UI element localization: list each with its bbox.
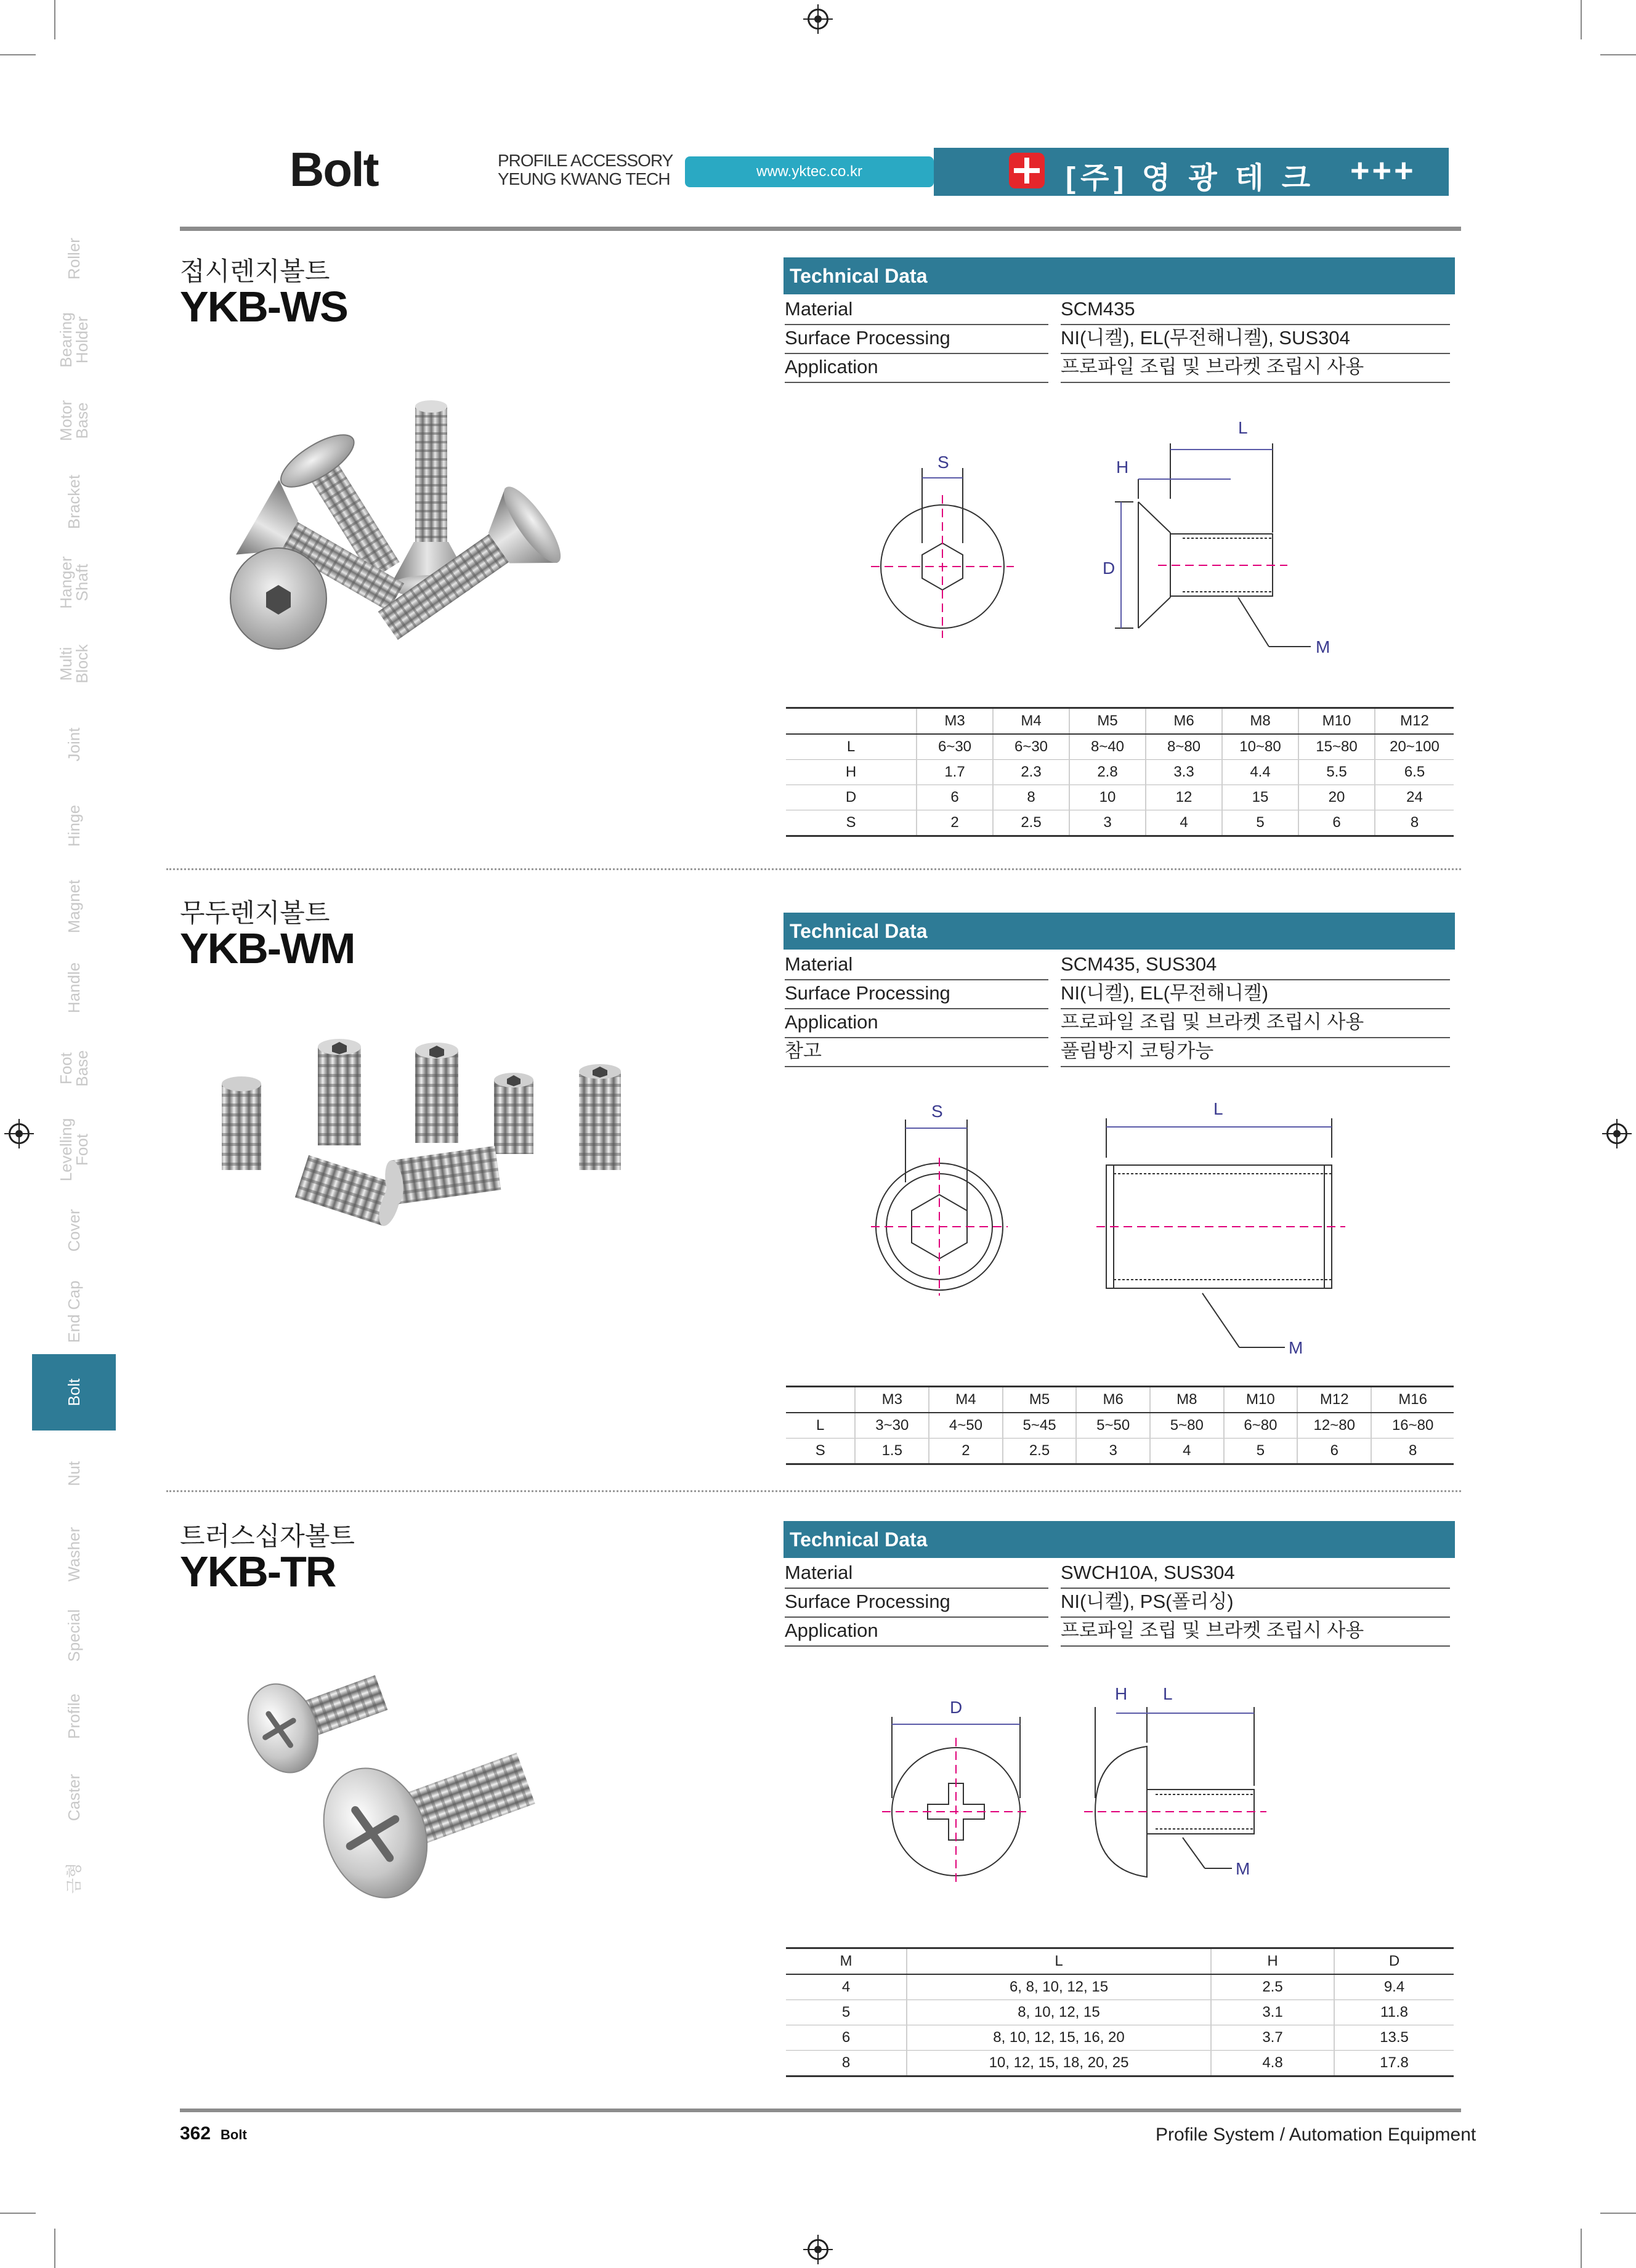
- spec-table-cell: D: [786, 785, 917, 810]
- spec-table-cell: 6~30: [917, 734, 993, 760]
- technical-data-value: SWCH10A, SUS304: [1061, 1559, 1450, 1589]
- spec-table-row: [786, 785, 1454, 810]
- spec-table-header-cell: M: [786, 1948, 907, 1975]
- spec-table-header-cell: M3: [855, 1387, 929, 1413]
- dimension-label: M: [1236, 1859, 1250, 1878]
- company-logo-icon: [1009, 153, 1045, 188]
- sidebar-item-label: Nut: [65, 1461, 83, 1486]
- spec-table-cell: 4: [1146, 810, 1222, 836]
- sidebar-item-label: Joint: [65, 727, 83, 762]
- dimension-label: H: [1116, 458, 1129, 477]
- spec-table-cell: 3.7: [1211, 2025, 1334, 2051]
- product-korean-name: 무두렌지볼트: [180, 898, 330, 927]
- sidebar-item-bracket[interactable]: [32, 464, 116, 540]
- dimension-label: L: [1213, 1099, 1223, 1118]
- sidebar-item-levelling-foot[interactable]: [32, 1112, 116, 1188]
- product-photo-countersunk-bolts: [209, 382, 591, 677]
- sidebar-item-handle[interactable]: [32, 950, 116, 1026]
- technical-data-value: 풀림방지 코팅가능: [1061, 1038, 1450, 1067]
- spec-table-cell: 1.7: [917, 760, 993, 785]
- spec-table-cell: 12~80: [1297, 1413, 1371, 1439]
- spec-table-cell: 5: [1222, 810, 1298, 836]
- technical-data-label: Surface Processing: [785, 1588, 1048, 1618]
- sidebar-item-label: Washer: [65, 1527, 83, 1582]
- spec-table-cell: L: [786, 1413, 855, 1439]
- sidebar-item-multi-block[interactable]: [32, 626, 116, 702]
- spec-table-cell: 5: [1224, 1439, 1298, 1464]
- spec-table-cell: 17.8: [1334, 2051, 1454, 2076]
- technical-data-label: Application: [785, 353, 1048, 383]
- spec-table-header-cell: M8: [1150, 1387, 1224, 1413]
- spec-table-cell: 2: [917, 810, 993, 836]
- spec-table-cell: 5~80: [1150, 1413, 1224, 1439]
- spec-table-header-row: [786, 1948, 1454, 1975]
- spec-table-header-cell: M3: [917, 708, 993, 735]
- technical-data-label: Material: [785, 951, 1048, 980]
- product-korean-name: 접시렌지볼트: [180, 257, 330, 286]
- sidebar-item-special[interactable]: [32, 1597, 116, 1674]
- spec-table: [786, 1947, 1454, 2077]
- product-korean-name: 트러스십자볼트: [180, 1522, 355, 1551]
- spec-table-header-cell: [786, 708, 917, 735]
- spec-table-header-cell: M8: [1222, 708, 1298, 735]
- sidebar-item-hanger-shaft[interactable]: [32, 544, 116, 621]
- sidebar-item-label: Bolt: [65, 1378, 83, 1406]
- footer-rule: [180, 2109, 1461, 2112]
- technical-data-value: SCM435, SUS304: [1061, 951, 1450, 980]
- technical-data-value: 프로파일 조립 및 브라켓 조립시 사용: [1061, 1009, 1450, 1038]
- spec-table-cell: 3.1: [1211, 2000, 1334, 2025]
- technical-data-label: Surface Processing: [785, 325, 1048, 354]
- sidebar-item-label: Bearing Holder: [57, 312, 91, 368]
- spec-table-row: [786, 760, 1454, 785]
- sidebar-item-label: Levelling Foot: [57, 1118, 91, 1181]
- spec-table-cell: 4: [786, 1974, 907, 2000]
- registration-mark-icon: [808, 9, 828, 30]
- spec-table-cell: 10, 12, 15, 18, 20, 25: [907, 2051, 1211, 2076]
- technical-data-label: Material: [785, 1559, 1048, 1589]
- technical-data-value: 프로파일 조립 및 브라켓 조립시 사용: [1061, 353, 1450, 383]
- dimension-label: D: [1103, 559, 1116, 578]
- sidebar-item-nut[interactable]: [32, 1435, 116, 1512]
- spec-table-cell: 8~40: [1069, 734, 1146, 760]
- header-bar-notch: [1449, 148, 1461, 196]
- sidebar-item-foot-base[interactable]: [32, 1030, 116, 1107]
- technical-data-row: [785, 1617, 1455, 1646]
- sidebar-item-label: Caster: [65, 1774, 83, 1821]
- spec-table-cell: 4.8: [1211, 2051, 1334, 2076]
- spec-table-cell: 5~50: [1076, 1413, 1150, 1439]
- technical-data-row: [785, 1559, 1455, 1588]
- spec-table-header-cell: M10: [1224, 1387, 1298, 1413]
- product-code: YKB-WM: [180, 924, 355, 972]
- spec-table-cell: 3: [1069, 810, 1146, 836]
- crop-mark: [54, 0, 55, 39]
- spec-table-header-cell: D: [1334, 1948, 1454, 1975]
- spec-table-cell: 3.3: [1146, 760, 1222, 785]
- spec-table-header-cell: M12: [1375, 708, 1454, 735]
- set-screw: [222, 1076, 261, 1170]
- spec-table-header-row: [786, 1387, 1454, 1413]
- sidebar-item-bolt[interactable]: [32, 1354, 116, 1431]
- footer-right-text: Profile System / Automation Equipment: [1156, 2125, 1476, 2145]
- header-subtitle-line1: PROFILE ACCESSORY: [498, 151, 673, 170]
- sidebar-item-label: End Cap: [65, 1280, 83, 1343]
- technical-data-header: Technical Data: [784, 1521, 1455, 1558]
- spec-table-cell: 8: [993, 785, 1069, 810]
- spec-table-cell: 3: [1076, 1439, 1150, 1464]
- header-rule: [180, 227, 1461, 231]
- spec-table-cell: 6~80: [1224, 1413, 1298, 1439]
- product-code: YKB-WS: [180, 283, 347, 331]
- sidebar-item-profile[interactable]: [32, 1678, 116, 1754]
- technical-data-label: Material: [785, 296, 1048, 325]
- page-title: Bolt: [290, 142, 378, 196]
- spec-table-cell: 6: [786, 2025, 907, 2051]
- technical-data-table: [785, 296, 1455, 394]
- crop-mark: [0, 54, 36, 55]
- technical-data-row: [785, 353, 1455, 382]
- spec-table: [786, 707, 1454, 837]
- dimension-label: M: [1289, 1338, 1303, 1357]
- technical-data-row: [785, 980, 1455, 1009]
- sidebar-item-roller[interactable]: [32, 220, 116, 297]
- sidebar-item-caster[interactable]: [32, 1759, 116, 1836]
- spec-table-cell: 8: [1375, 810, 1454, 836]
- spec-table-cell: 11.8: [1334, 2000, 1454, 2025]
- sidebar-item-cover[interactable]: [32, 1192, 116, 1269]
- spec-table-row: [786, 1974, 1454, 2000]
- sidebar-item-label: Special: [65, 1608, 83, 1662]
- spec-table-cell: 10~80: [1222, 734, 1298, 760]
- spec-table-cell: 10: [1069, 785, 1146, 810]
- spec-table-cell: 20~100: [1375, 734, 1454, 760]
- technical-data-row: [785, 296, 1455, 325]
- footer-section-label: Bolt: [221, 2127, 247, 2142]
- technical-data-value: NI(니켈), PS(폴리싱): [1061, 1588, 1450, 1618]
- spec-table-cell: 2: [929, 1439, 1003, 1464]
- spec-table-cell: 5: [786, 2000, 907, 2025]
- registration-mark-icon: [808, 2239, 828, 2260]
- technical-data-value: NI(니켈), EL(무전해니켈): [1061, 980, 1450, 1009]
- registration-mark-icon: [1606, 1123, 1627, 1144]
- spec-table-cell: 20: [1298, 785, 1375, 810]
- spec-table-cell: 8, 10, 12, 15, 16, 20: [907, 2025, 1211, 2051]
- sidebar-item-label: Hanger Shaft: [57, 556, 91, 609]
- spec-table-row: [786, 2051, 1454, 2076]
- sidebar-item-금형[interactable]: [32, 1840, 116, 1916]
- sidebar-item-label: Multi Block: [57, 644, 91, 684]
- spec-table-cell: 6~30: [993, 734, 1069, 760]
- spec-table-cell: 8, 10, 12, 15: [907, 2000, 1211, 2025]
- technical-data-label: Surface Processing: [785, 980, 1048, 1009]
- dimension-label: H: [1115, 1684, 1128, 1703]
- spec-table-cell: 8~80: [1146, 734, 1222, 760]
- sidebar-item-label: Bracket: [65, 474, 83, 529]
- sidebar-item-washer[interactable]: [32, 1516, 116, 1592]
- spec-table-header-cell: M10: [1298, 708, 1375, 735]
- spec-table-header-cell: [786, 1387, 855, 1413]
- sidebar-item-label: Handle: [65, 962, 83, 1013]
- spec-table-header-cell: M6: [1076, 1387, 1150, 1413]
- spec-table-header-cell: M5: [1003, 1387, 1077, 1413]
- spec-table-row: [786, 2025, 1454, 2051]
- spec-table-header-cell: M6: [1146, 708, 1222, 735]
- crop-mark: [1600, 2213, 1636, 2214]
- page-number: 362: [180, 2123, 211, 2144]
- technical-data-value: NI(니켈), EL(무전해니켈), SUS304: [1061, 325, 1450, 354]
- spec-table-cell: 4: [1150, 1439, 1224, 1464]
- spec-table-header-cell: M5: [1069, 708, 1146, 735]
- crop-mark: [1581, 2229, 1582, 2268]
- technical-data-row: [785, 1038, 1455, 1067]
- product-photo-truss-bolts: [209, 1663, 554, 1909]
- technical-data-value: 프로파일 조립 및 브라켓 조립시 사용: [1061, 1617, 1450, 1647]
- spec-table-cell: 8: [1371, 1439, 1454, 1464]
- technical-data-label: Application: [785, 1009, 1048, 1038]
- sidebar-item-motor-base[interactable]: [32, 382, 116, 459]
- technical-data-label: Application: [785, 1617, 1048, 1647]
- technical-data-row: [785, 1588, 1455, 1617]
- spec-table-cell: 15: [1222, 785, 1298, 810]
- technical-data-header: Technical Data: [784, 913, 1455, 950]
- technical-data-table: [785, 1559, 1455, 1658]
- dimension-label: D: [950, 1698, 963, 1717]
- spec-table-cell: 6, 8, 10, 12, 15: [907, 1974, 1211, 2000]
- crop-mark: [0, 2213, 36, 2214]
- spec-table-cell: 4~50: [929, 1413, 1003, 1439]
- spec-table-cell: 8: [786, 2051, 907, 2076]
- spec-table-header-cell: L: [907, 1948, 1211, 1975]
- spec-table-header-row: [786, 708, 1454, 735]
- crop-mark: [54, 2229, 55, 2268]
- technical-data-row: [785, 1009, 1455, 1038]
- technical-data-row: [785, 951, 1455, 980]
- sidebar-item-label: Motor Base: [57, 400, 91, 442]
- spec-table-cell: 1.5: [855, 1439, 929, 1464]
- spec-table-header-cell: H: [1211, 1948, 1334, 1975]
- spec-table-row: [786, 810, 1454, 836]
- company-name: [주] 영 광 테 크: [1066, 162, 1316, 195]
- spec-table-cell: 6: [1298, 810, 1375, 836]
- sidebar-item-magnet[interactable]: [32, 868, 116, 945]
- spec-table-row: [786, 1439, 1454, 1464]
- dimension-label: L: [1238, 418, 1248, 437]
- technical-data-row: [785, 325, 1455, 353]
- spec-table-cell: 4.4: [1222, 760, 1298, 785]
- technical-data-table: [785, 951, 1455, 1074]
- spec-table-header-cell: M16: [1371, 1387, 1454, 1413]
- spec-table-row: [786, 734, 1454, 760]
- sidebar-item-label: Foot Base: [57, 1050, 91, 1087]
- dimension-label: L: [1163, 1684, 1173, 1703]
- sidebar-item-hinge[interactable]: [32, 788, 116, 864]
- spec-table: [786, 1386, 1454, 1465]
- spec-table-cell: S: [786, 810, 917, 836]
- header-subtitle: [498, 151, 673, 188]
- sidebar-item-label: 금형: [65, 1862, 83, 1894]
- crop-mark: [1581, 0, 1582, 39]
- spec-table-header-cell: M4: [929, 1387, 1003, 1413]
- spec-table-cell: 15~80: [1298, 734, 1375, 760]
- technical-data-value: SCM435: [1061, 296, 1450, 325]
- spec-table-cell: 2.3: [993, 760, 1069, 785]
- dimension-label: M: [1316, 637, 1330, 656]
- spec-table-cell: 24: [1375, 785, 1454, 810]
- technical-drawing-truss-bolt: [862, 1675, 1392, 1909]
- spec-table-header-cell: M12: [1297, 1387, 1371, 1413]
- spec-table-row: [786, 2000, 1454, 2025]
- spec-table-cell: 12: [1146, 785, 1222, 810]
- dimension-label: S: [937, 453, 949, 472]
- spec-table-cell: S: [786, 1439, 855, 1464]
- spec-table-cell: H: [786, 760, 917, 785]
- technical-data-label: 참고: [785, 1038, 1048, 1067]
- sidebar-item-label: Cover: [65, 1209, 83, 1252]
- spec-table-cell: 9.4: [1334, 1974, 1454, 2000]
- sidebar-item-end-cap[interactable]: [32, 1273, 116, 1350]
- spec-table-cell: 2.5: [1211, 1974, 1334, 2000]
- technical-drawing-countersunk-bolt: [862, 406, 1392, 665]
- header-subtitle-line2: YEUNG KWANG TECH: [498, 169, 670, 188]
- spec-table-cell: 3~30: [855, 1413, 929, 1439]
- sidebar-item-label: Hinge: [65, 804, 83, 847]
- sidebar-item-bearing-holder[interactable]: [32, 302, 116, 378]
- spec-table-cell: 13.5: [1334, 2025, 1454, 2051]
- technical-data-header: Technical Data: [784, 257, 1455, 294]
- spec-table-cell: 6: [1297, 1439, 1371, 1464]
- product-code: YKB-TR: [180, 1548, 336, 1596]
- sidebar-item-label: Roller: [65, 238, 83, 280]
- spec-table-cell: L: [786, 734, 917, 760]
- header-plus-marks: +++: [1350, 152, 1416, 189]
- sidebar-item-joint[interactable]: [32, 706, 116, 783]
- sidebar-item-label: Magnet: [65, 879, 83, 934]
- product-photo-set-screws: [209, 1035, 653, 1244]
- dimension-label: S: [931, 1102, 943, 1121]
- spec-table-cell: 5.5: [1298, 760, 1375, 785]
- technical-drawing-set-screw: [862, 1084, 1392, 1367]
- spec-table-cell: 2.5: [993, 810, 1069, 836]
- spec-table-row: [786, 1413, 1454, 1439]
- spec-table-cell: 6: [917, 785, 993, 810]
- spec-table-cell: 16~80: [1371, 1413, 1454, 1439]
- website-url[interactable]: www.yktec.co.kr: [685, 156, 934, 187]
- sidebar-item-label: Profile: [65, 1693, 83, 1739]
- section-divider: [166, 868, 1461, 870]
- spec-table-header-cell: M4: [993, 708, 1069, 735]
- registration-mark-icon: [9, 1123, 30, 1144]
- spec-table-cell: 5~45: [1003, 1413, 1077, 1439]
- section-divider: [166, 1490, 1461, 1492]
- crop-mark: [1600, 54, 1636, 55]
- spec-table-cell: 2.8: [1069, 760, 1146, 785]
- spec-table-cell: 2.5: [1003, 1439, 1077, 1464]
- spec-table-cell: 6.5: [1375, 760, 1454, 785]
